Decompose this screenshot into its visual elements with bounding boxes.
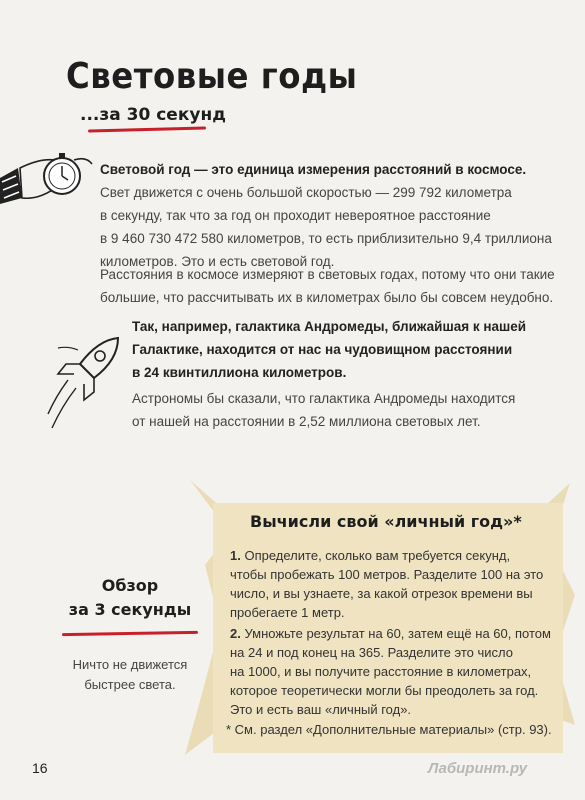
step-line: чтобы пробежать 100 метров. Разделите 100 на это (230, 567, 544, 582)
page-subtitle: ...за 30 секунд (80, 105, 226, 125)
activity-step-2 (230, 624, 560, 719)
step-line: на 1000, и вы получите расстояние в километрах, (230, 664, 532, 679)
andromeda-line: в 24 квинтиллиона километров. (132, 365, 347, 380)
units-line: Расстояния в космосе измеряют в световых годах, потому что они такие (100, 267, 555, 282)
overview-title-line1: Обзор (101, 576, 159, 595)
overview-text-line: быстрее света. (84, 677, 176, 692)
units-paragraph (100, 263, 570, 309)
astronomers-line: Астрономы бы сказали, что галактика Андромеды находится (132, 391, 516, 406)
overview-text (40, 655, 220, 695)
intro-line: километров. Это и есть световой год. (100, 254, 335, 269)
step-line: Это и есть ваш «личный год». (230, 702, 412, 717)
andromeda-paragraph (132, 315, 572, 384)
overview-text-line: Ничто не движется (72, 657, 188, 672)
page-number: 16 (32, 760, 48, 776)
overview-title-line2: за 3 секунды (68, 600, 192, 619)
watermark: Лабиринт.ру (428, 760, 528, 777)
step-line: пробегаете 1 метр. (230, 605, 345, 620)
intro-line: Свет движется с очень большой скоростью — 299 792 километра (100, 185, 512, 200)
step-line: число, и вы узнаете, за какой отрезок времени вы (230, 586, 533, 601)
step-line: которое теоретически могли бы преодолеть за год. (230, 683, 539, 698)
andromeda-line: Так, например, галактика Андромеды, ближайшая к нашей (132, 319, 527, 334)
page-title: Световые годы (66, 56, 358, 97)
intro-bold-sentence: Световой год — это единица измерения расстояний в космосе. (100, 162, 527, 177)
units-line: большие, что рассчитывать их в километрах было бы совсем неудобно. (100, 290, 554, 305)
rocket-icon (38, 330, 128, 440)
step-line: Определите, сколько вам требуется секунд, (244, 548, 511, 563)
activity-step-1 (230, 546, 560, 622)
activity-title: Вычисли свой «личный год»* (250, 512, 522, 531)
intro-paragraph (100, 158, 570, 273)
activity-footnote: * См. раздел «Дополнительные материалы» (стр. 93). (226, 722, 552, 737)
astronomers-paragraph (132, 387, 572, 433)
step-line: на 24 и под конец на 365. Разделите это число (230, 645, 513, 660)
step-line: Умножьте результат на 60, затем ещё на 60, потом (244, 626, 551, 641)
astronomers-line: от нашей на расстоянии в 2,52 миллиона световых лет. (132, 414, 481, 429)
intro-line: в секунду, так что за год он проходит невероятное расстояние (100, 208, 491, 223)
step-number: 1. (230, 548, 241, 563)
step-number: 2. (230, 626, 241, 641)
stopwatch-hand-icon (0, 138, 100, 218)
intro-line: в 9 460 730 472 580 километров, то есть приблизительно 9,4 триллиона (100, 231, 552, 246)
subtitle-underline (88, 126, 206, 132)
andromeda-line: Галактике, находится от нас на чудовищном расстоянии (132, 342, 513, 357)
